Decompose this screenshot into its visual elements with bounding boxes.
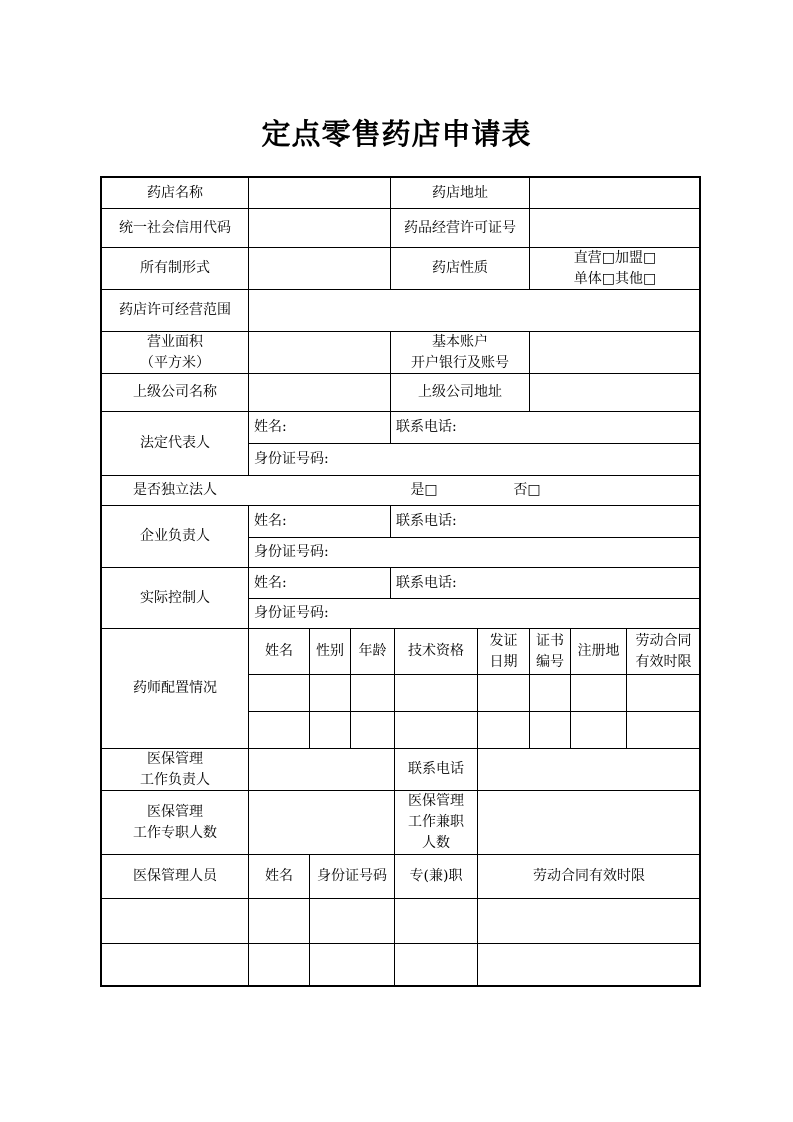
independent-yes-option[interactable]: 是□	[410, 482, 438, 498]
pharm-col-gender: 性别	[316, 643, 344, 659]
contract-line2: 有效时限	[635, 653, 692, 670]
ins-part-line2: 工作兼职	[408, 814, 464, 830]
ownership-value[interactable]	[249, 248, 390, 289]
ins-head-line1: 医保管理	[147, 750, 203, 767]
bank-account-label	[391, 332, 529, 373]
store-name-value[interactable]	[249, 178, 390, 208]
controller-label: 实际控制人	[140, 589, 210, 606]
pharm-col-reg-place: 注册地	[577, 643, 620, 659]
credit-code-label: 统一社会信用代码	[119, 219, 231, 236]
manager-id-field[interactable]: 身份证号码:	[254, 544, 329, 560]
pharm-col-cert-no	[530, 629, 570, 674]
business-area-line1: 营业面积	[147, 333, 203, 350]
manager-name-field[interactable]: 姓名:	[254, 513, 287, 529]
nature-options-line2[interactable]: 单体□其他□	[573, 270, 657, 287]
manager-label: 企业负责人	[140, 528, 210, 544]
legal-rep-label: 法定代表人	[140, 435, 210, 451]
cert-no-line2: 编号	[536, 653, 564, 670]
staff-col-name: 姓名	[265, 868, 293, 884]
ins-part-line3: 人数	[422, 835, 450, 851]
ins-full-value[interactable]	[249, 791, 394, 854]
nature-options-line1[interactable]: 直营□加盟□	[573, 249, 657, 266]
store-name-label: 药店名称	[147, 184, 203, 201]
contract-line1: 劳动合同	[635, 632, 692, 649]
controller-name-field[interactable]: 姓名:	[254, 574, 287, 591]
ins-full-line2: 工作专职人数	[133, 824, 217, 841]
contact-phone-value[interactable]	[478, 749, 700, 790]
drug-license-value[interactable]	[530, 209, 700, 247]
business-area-value[interactable]	[249, 332, 390, 373]
cert-no-line1: 证书	[536, 632, 564, 649]
manager-phone-field[interactable]: 联系电话:	[396, 513, 457, 529]
independent-no-option[interactable]: 否□	[513, 482, 541, 498]
legal-rep-name-field[interactable]: 姓名:	[254, 419, 287, 435]
ins-head-label	[102, 749, 248, 790]
ins-head-value[interactable]	[249, 749, 394, 790]
ownership-label: 所有制形式	[140, 260, 210, 276]
pharm-col-age: 年龄	[358, 643, 387, 659]
application-form-table	[100, 176, 701, 987]
license-scope-label: 药店许可经营范围	[119, 302, 231, 318]
staff-col-type: 专(兼)职	[409, 868, 463, 884]
form-title: 定点零售药店申请表	[261, 117, 532, 151]
pharm-col-qualification: 技术资格	[408, 643, 464, 659]
controller-id-field[interactable]: 身份证号码:	[254, 605, 329, 621]
staff-col-contract: 劳动合同有效时限	[533, 868, 645, 884]
issue-date-line1: 发证	[489, 632, 518, 649]
business-area-line2: （平方米）	[140, 354, 210, 371]
credit-code-value[interactable]	[249, 209, 390, 247]
pharm-col-issue-date	[478, 629, 529, 674]
ins-full-line1: 医保管理	[147, 803, 203, 820]
pharmacist-label: 药师配置情况	[133, 680, 217, 696]
bank-account-value[interactable]	[530, 332, 700, 373]
contact-phone-label: 联系电话	[408, 761, 464, 777]
issue-date-line2: 日期	[489, 653, 518, 670]
pharm-col-name: 姓名	[265, 643, 293, 659]
legal-rep-phone-field[interactable]: 联系电话:	[396, 419, 457, 435]
ins-full-label	[102, 791, 248, 854]
bank-account-line1: 基本账户	[432, 333, 488, 350]
parent-company-address-value[interactable]	[530, 374, 700, 411]
ins-part-label	[395, 791, 477, 854]
parent-company-name-label: 上级公司名称	[133, 384, 217, 400]
ins-part-value[interactable]	[478, 791, 700, 854]
legal-rep-id-field[interactable]: 身份证号码:	[254, 451, 329, 467]
parent-company-address-label: 上级公司地址	[418, 384, 502, 400]
pharm-col-contract	[627, 629, 700, 674]
store-address-value[interactable]	[530, 178, 700, 208]
bank-account-line2: 开户银行及账号	[411, 354, 509, 371]
store-nature-label: 药店性质	[432, 260, 488, 276]
parent-company-name-value[interactable]	[249, 374, 390, 411]
staff-col-id: 身份证号码	[317, 868, 387, 884]
license-scope-value[interactable]	[249, 290, 700, 331]
ins-staff-label: 医保管理人员	[133, 868, 217, 884]
store-address-label: 药店地址	[432, 184, 488, 201]
controller-phone-field[interactable]: 联系电话:	[396, 574, 457, 591]
ins-part-line1: 医保管理	[408, 793, 464, 809]
business-area-label	[102, 332, 248, 373]
store-nature-options[interactable]	[530, 248, 700, 289]
independent-legal-label: 是否独立法人	[133, 482, 217, 498]
drug-license-label: 药品经营许可证号	[404, 219, 516, 236]
ins-head-line2: 工作负责人	[140, 771, 210, 788]
